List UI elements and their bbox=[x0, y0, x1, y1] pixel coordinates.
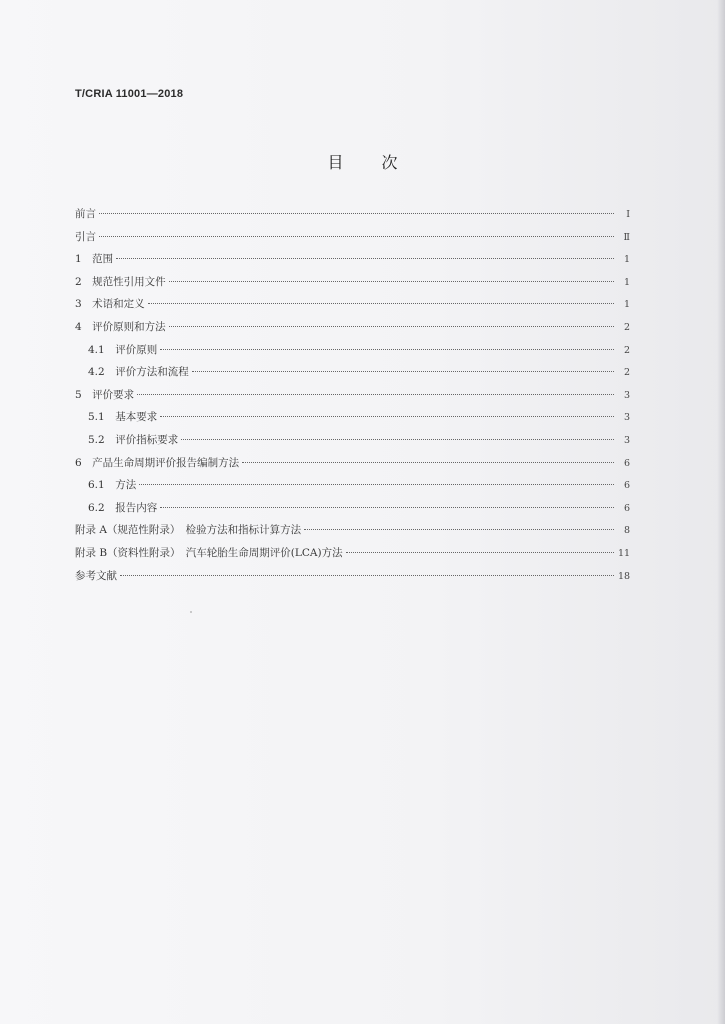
toc-leader-dots bbox=[304, 529, 614, 530]
toc-entry bbox=[75, 274, 630, 297]
toc-entry-page: 11 bbox=[618, 547, 631, 559]
toc-entry bbox=[75, 206, 630, 229]
toc-entry bbox=[75, 409, 630, 432]
toc-entry-page: 6 bbox=[623, 502, 630, 514]
toc-leader-dots bbox=[160, 507, 614, 508]
toc-entry-label: 6.2 报告内容 bbox=[88, 501, 158, 514]
toc-entry bbox=[75, 568, 630, 591]
toc-entry-label: 引言 bbox=[75, 230, 96, 243]
table-of-contents bbox=[75, 206, 630, 590]
toc-entry bbox=[75, 319, 630, 342]
toc-entry-label: 4.1 评价原则 bbox=[88, 343, 158, 356]
document-id: T/CRIA 11001—2018 bbox=[75, 88, 184, 100]
toc-entry-page: Ⅰ bbox=[626, 209, 630, 220]
toc-entry-page: 6 bbox=[623, 457, 630, 469]
toc-entry-label: 2 规范性引用文件 bbox=[75, 275, 166, 288]
toc-entry-label: 5 评价要求 bbox=[75, 388, 135, 401]
toc-entry-label: 4.2 评价方法和流程 bbox=[88, 366, 189, 379]
toc-leader-dots bbox=[99, 236, 614, 237]
toc-entry bbox=[75, 477, 630, 500]
toc-entry-page: 3 bbox=[623, 389, 630, 401]
toc-leader-dots bbox=[192, 371, 614, 372]
toc-entry-page: 1 bbox=[623, 299, 630, 311]
toc-entry-page: 8 bbox=[623, 525, 630, 537]
toc-entry bbox=[75, 364, 630, 387]
toc-entry-label: 参考文献 bbox=[75, 569, 117, 582]
toc-leader-dots bbox=[139, 484, 614, 485]
toc-entry-label: 1 范围 bbox=[75, 253, 114, 266]
toc-leader-dots bbox=[99, 213, 614, 214]
toc-entry-page: 1 bbox=[623, 276, 630, 288]
toc-leader-dots bbox=[169, 281, 614, 282]
toc-entry bbox=[75, 387, 630, 410]
toc-entry-page: 1 bbox=[623, 254, 630, 266]
toc-leader-dots bbox=[181, 439, 614, 440]
toc-entry bbox=[75, 545, 630, 568]
toc-entry-page: 3 bbox=[623, 434, 630, 446]
toc-leader-dots bbox=[116, 258, 614, 259]
scan-speck bbox=[190, 611, 192, 613]
toc-entry bbox=[75, 229, 630, 252]
toc-entry-label: 附录 B（资料性附录） 汽车轮胎生命周期评价(LCA)方法 bbox=[75, 546, 343, 559]
toc-entry-label: 4 评价原则和方法 bbox=[75, 320, 166, 333]
toc-leader-dots bbox=[137, 394, 614, 395]
toc-entry bbox=[75, 455, 630, 478]
toc-entry-label: 6 产品生命周期评价报告编制方法 bbox=[75, 456, 240, 469]
toc-entry-label: 6.1 方法 bbox=[88, 479, 137, 492]
toc-entry-page: 2 bbox=[623, 344, 630, 356]
toc-entry-label: 5.2 评价指标要求 bbox=[88, 433, 179, 446]
toc-entry bbox=[75, 522, 630, 545]
toc-entry-page: 18 bbox=[618, 570, 631, 582]
toc-entry-page: 6 bbox=[623, 480, 630, 492]
toc-leader-dots bbox=[346, 552, 614, 553]
toc-entry bbox=[75, 251, 630, 274]
toc-entry-label: 附录 A（规范性附录） 检验方法和指标计算方法 bbox=[75, 524, 302, 537]
toc-leader-dots bbox=[160, 349, 614, 350]
toc-entry bbox=[75, 432, 630, 455]
toc-entry bbox=[75, 296, 630, 319]
toc-entry-page: 3 bbox=[623, 412, 630, 424]
toc-entry-page: 2 bbox=[623, 321, 630, 333]
toc-entry-label: 前言 bbox=[75, 208, 96, 220]
toc-leader-dots bbox=[148, 303, 614, 304]
toc-entry bbox=[75, 500, 630, 523]
toc-entry bbox=[75, 342, 630, 365]
toc-entry-label: 3 术语和定义 bbox=[75, 298, 145, 311]
toc-entry-label: 5.1 基本要求 bbox=[88, 411, 158, 424]
toc-leader-dots bbox=[120, 575, 614, 576]
toc-leader-dots bbox=[160, 416, 614, 417]
toc-leader-dots bbox=[242, 462, 614, 463]
toc-entry-page: Ⅱ bbox=[623, 231, 630, 243]
toc-leader-dots bbox=[169, 326, 614, 327]
toc-title: 目次 bbox=[327, 153, 436, 172]
toc-entry-page: 2 bbox=[623, 367, 630, 379]
